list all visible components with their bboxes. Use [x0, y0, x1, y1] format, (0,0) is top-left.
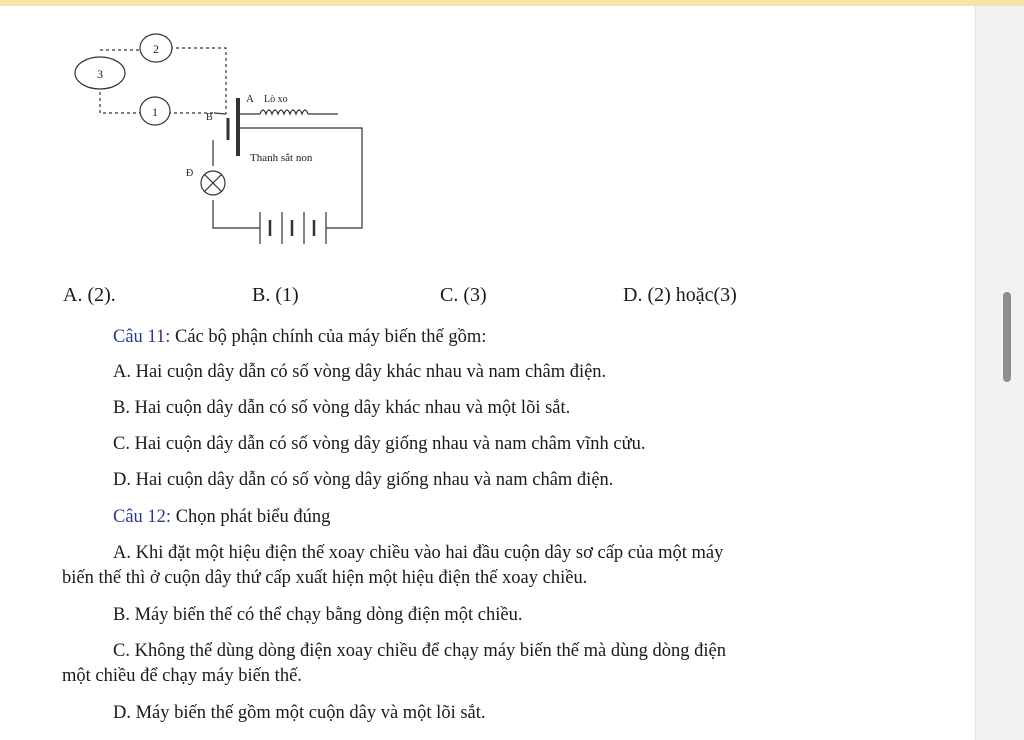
q11-option-b[interactable]: B. Hai cuộn dây dẫn có số vòng dây khác nhau và một lõi sắt. — [113, 398, 571, 418]
answer-d[interactable]: D. (2) hoặc(3) — [623, 284, 737, 306]
circuit-diagram — [70, 28, 380, 278]
node-1-label: 1 — [152, 105, 158, 119]
question-11 — [113, 327, 486, 348]
node-2-label: 2 — [153, 42, 159, 56]
q12-option-a-line1[interactable]: A. Khi đặt một hiệu điện thế xoay chiều vào hai đầu cuộn dây sơ cấp của một máy — [113, 543, 724, 563]
q12-option-c-line2[interactable]: một chiều để chạy máy biến thế. — [62, 666, 302, 686]
question-12-label: Câu 12: — [113, 507, 172, 527]
question-11-text: Các bộ phận chính của máy biến thế gồm: — [170, 327, 487, 347]
contact-a-label: A — [246, 93, 254, 105]
q11-option-c[interactable]: C. Hai cuộn dây dẫn có số vòng dây giống nhau và nam châm vĩnh cửu. — [113, 434, 646, 454]
answer-a[interactable]: A. (2). — [63, 284, 116, 306]
contact-b-label: B — [206, 112, 213, 123]
q11-option-d[interactable]: D. Hai cuộn dây dẫn có số vòng dây giống nhau và nam châm điện. — [113, 470, 614, 490]
question-12-text: Chọn phát biểu đúng — [171, 507, 331, 527]
answer-choices — [0, 284, 975, 314]
q11-option-a[interactable]: A. Hai cuộn dây dẫn có số vòng dây khác nhau và nam châm điện. — [113, 362, 607, 382]
node-3-label: 3 — [97, 67, 103, 81]
scrollbar-thumb[interactable] — [1003, 292, 1011, 382]
question-12 — [113, 507, 330, 528]
q12-option-b[interactable]: B. Máy biến thế có thể chạy bằng dòng điện một chiều. — [113, 605, 523, 625]
coil-label: Lò xo — [264, 94, 288, 105]
question-11-label: Câu 11: — [113, 327, 171, 347]
answer-b[interactable]: B. (1) — [252, 284, 299, 306]
iron-bar-label: Thanh sắt non — [250, 152, 313, 164]
q12-option-a-line2[interactable]: biến thế thì ở cuộn dây thứ cấp xuất hiện một hiệu điện thế xoay chiều. — [62, 568, 588, 588]
bulb-label: Đ — [186, 168, 194, 179]
answer-c[interactable]: C. (3) — [440, 284, 487, 306]
q12-option-d[interactable]: D. Máy biến thế gồm một cuộn dây và một lõi sắt. — [113, 703, 486, 723]
q12-option-c-line1[interactable]: C. Không thể dùng dòng điện xoay chiều để chạy máy biến thế mà dùng dòng điện — [113, 641, 726, 661]
scroll-track[interactable] — [975, 6, 1024, 740]
